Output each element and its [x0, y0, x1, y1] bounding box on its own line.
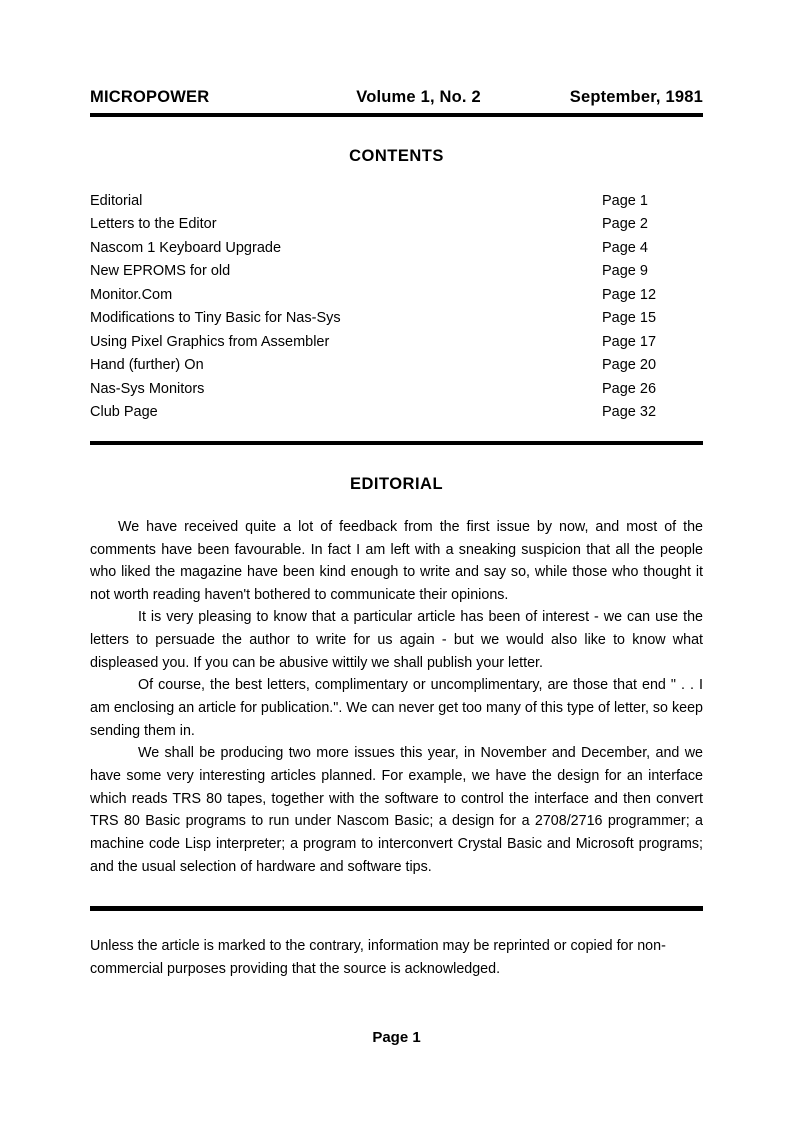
contents-entry-title: Editorial — [90, 193, 143, 209]
contents-entry-title: Monitor.Com — [90, 286, 173, 303]
contents-list — [90, 190, 703, 425]
contents-entry-page: Page 32 — [602, 404, 657, 421]
contents-entry-page: Page 26 — [602, 380, 657, 397]
issue-date: September, 1981 — [569, 88, 703, 106]
page-number: Page 1 — [372, 1029, 421, 1047]
contents-entry-page: Page 4 — [602, 239, 648, 256]
copyright-notice: Unless the article is marked to the contrary, information may be reprinted or copied for non-commercial purposes providing that the source is acknowledged. — [90, 938, 666, 978]
contents-entry-page: Page 9 — [602, 263, 648, 280]
editorial-body — [90, 516, 703, 879]
masthead — [90, 88, 703, 107]
contents-entry-title: Club Page — [90, 404, 158, 421]
contents-entry — [90, 260, 703, 283]
masthead-rule — [90, 113, 703, 117]
issue-volume: Volume 1, No. 2 — [356, 88, 481, 106]
editorial-paragraph: We have received quite a lot of feedback from the first issue by now, and most of the comments have been favourable. In fact I am left with a sneaking suspicion that all the people who liked the magazine have been kind enough to write and say so, while those who thought it not worth reading haven't bothered to communicate their opinions. — [90, 518, 703, 603]
contents-entry-title: Hand (further) On — [90, 357, 204, 374]
contents-entry-title: Using Pixel Graphics from Assembler — [90, 333, 330, 350]
editorial-paragraph: We shall be producing two more issues this year, in November and December, and we have some very interesting articles planned. For example, we have the design for an interface which reads TRS 80 tapes, together with the software to control the interface and then convert TRS 80 Basic programs to run under Nascom Basic; a design for a 2708/2716 programmer; a machine code Lisp interpreter; a program to interconvert Crystal Basic and Microsoft programs; and the usual selection of hardware and software tips. — [90, 745, 703, 875]
contents-entry — [90, 307, 703, 330]
contents-heading: CONTENTS — [349, 147, 444, 165]
contents-entry-page: Page 2 — [602, 216, 648, 233]
contents-entry — [90, 401, 703, 424]
contents-entry-page: Page 12 — [602, 286, 657, 303]
contents-entry-page: Page 17 — [602, 333, 657, 350]
contents-entry-title: Modifications to Tiny Basic for Nas-Sys — [90, 310, 341, 327]
contents-entry-title: Nas-Sys Monitors — [90, 380, 205, 397]
contents-entry — [90, 331, 703, 354]
editorial-heading: EDITORIAL — [349, 474, 444, 493]
contents-entry — [90, 237, 703, 260]
contents-rule-wrapper — [90, 441, 703, 445]
contents-entry — [90, 378, 703, 401]
contents-rule — [90, 441, 703, 445]
contents-entry — [90, 354, 703, 377]
editorial-paragraph: Of course, the best letters, complimentary or uncomplimentary, are those that end " . . I am enclosing an article for publication.". We can never get too many of this type of letter, so keep sending them in. — [90, 677, 703, 739]
contents-entry-page: Page 20 — [602, 357, 657, 374]
notice-rule — [90, 906, 703, 911]
contents-entry-title: New EPROMS for old — [90, 263, 231, 280]
editorial-paragraph: It is very pleasing to know that a particular article has been of interest - we can use the letters to persuade the author to write for us again - but we would also like to know what displeased you. If you can be abusive wittily we shall publish your letter. — [90, 609, 703, 671]
contents-entry — [90, 284, 703, 307]
publication-title: MICROPOWER — [90, 88, 210, 106]
contents-entry-title: Letters to the Editor — [90, 216, 217, 233]
contents-entry — [90, 190, 703, 213]
contents-entry-page: Page 1 — [602, 193, 648, 209]
contents-entry-page: Page 15 — [602, 310, 657, 327]
contents-entry-title: Nascom 1 Keyboard Upgrade — [90, 239, 282, 256]
contents-entry — [90, 213, 703, 236]
